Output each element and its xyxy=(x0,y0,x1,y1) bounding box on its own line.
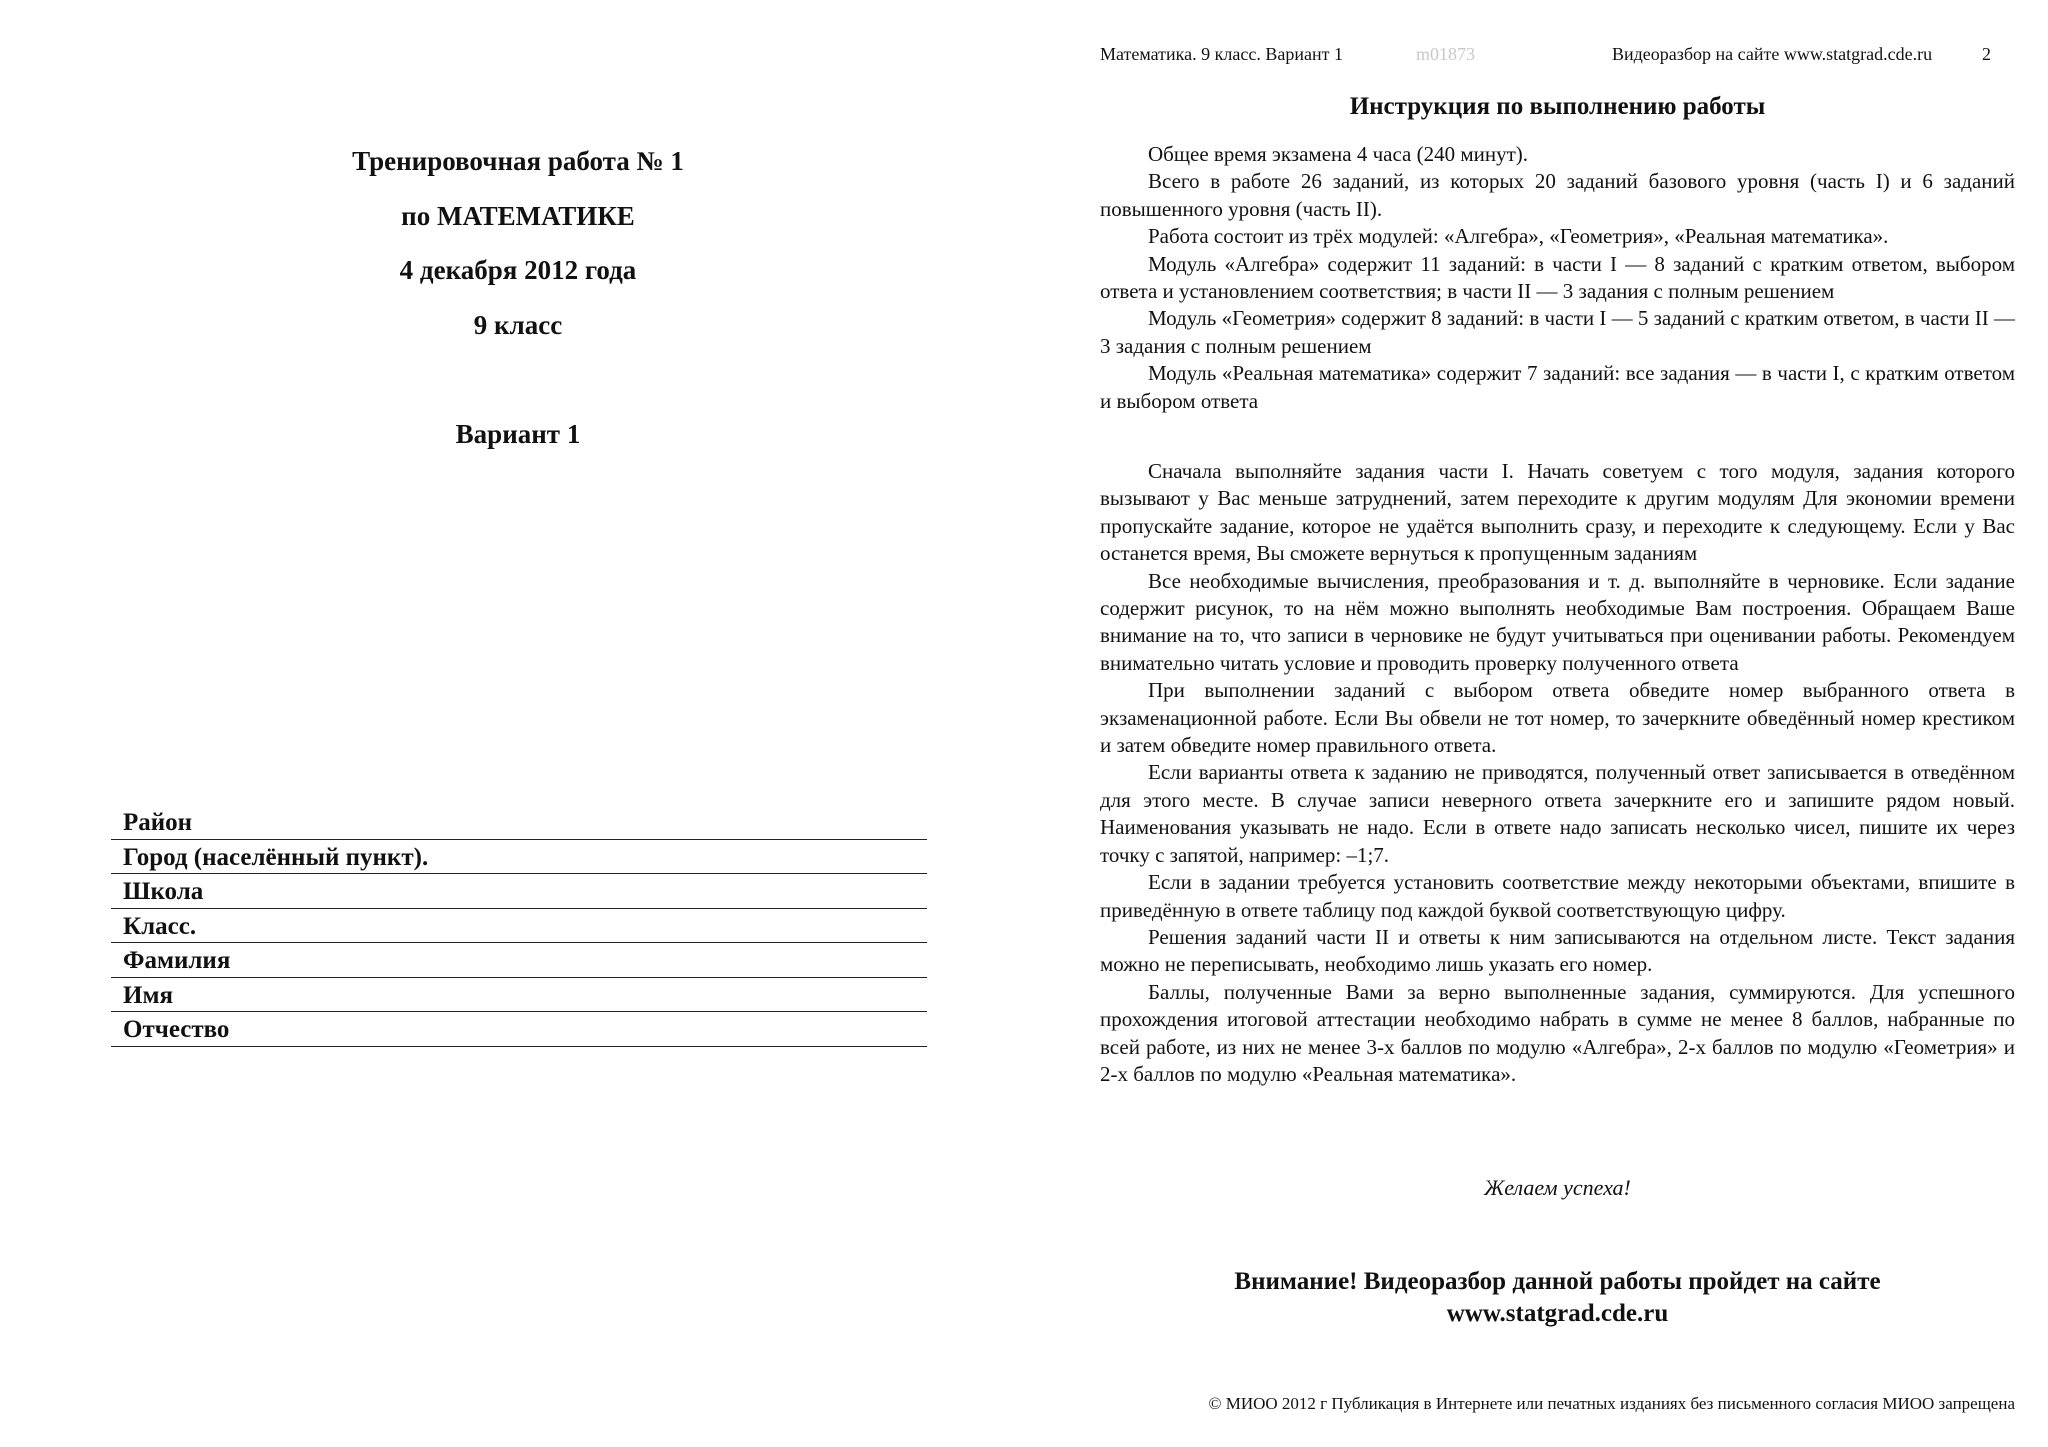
good-luck-wish: Желаем успеха! xyxy=(1484,1175,1631,1200)
copyright-notice: © МИОО 2012 г Публикация в Интернете или печатных изданиях без письменного согласия МИОО запрещена xyxy=(1208,1394,2015,1413)
instructions-title: Инструкция по выполнению работы xyxy=(1349,93,1766,120)
field-school[interactable]: Школа xyxy=(111,874,927,909)
field-city[interactable]: Город (населённый пункт). xyxy=(111,840,927,875)
paragraph: Модуль «Алгебра» содержит 11 заданий: в части I — 8 заданий с кратким ответом, выбором ответа и установлением соответствия; в части II — 3 задания с полным решением xyxy=(1100,251,2015,304)
paragraph: Если варианты ответа к заданию не приводятся, полученный ответ записывается в отведённом для этого месте. В случае записи неверного ответа зачеркните его и запишите рядом новый. Наименования указывать не надо. Если в ответе надо записать несколько чисел, пишите их через точку с запятой, например: –1;7. xyxy=(1100,760,2015,867)
paragraph: Модуль «Геометрия» содержит 8 заданий: в части I — 5 заданий с кратким ответом, в части II — 3 задания с полным решением xyxy=(1100,306,2015,358)
title-line-2: по МАТЕМАТИКЕ xyxy=(401,201,635,231)
attention-notice xyxy=(1100,1266,2015,1330)
instructions-section-1 xyxy=(1100,141,2015,415)
title-line-1: Тренировочная работа № 1 xyxy=(352,146,684,176)
student-info-form xyxy=(111,805,927,1047)
paragraph: Модуль «Реальная математика» содержит 7 заданий: все задания — в части I, с кратким ответом и выбором ответа xyxy=(1100,361,2015,413)
attention-line-1: Внимание! Видеоразбор данной работы пройдет на сайте xyxy=(1234,1268,1881,1295)
title-line-3: 4 декабря 2012 года xyxy=(399,255,637,285)
paragraph: Общее время экзамена 4 часа (240 минут). xyxy=(1148,142,1529,166)
variant-label: Вариант 1 xyxy=(455,419,581,449)
paragraph: Решения заданий части II и ответы к ним записываются на отдельном листе. Текст задания можно не переписывать, необходимо лишь указать его номер. xyxy=(1100,924,2015,977)
paragraph: Все необходимые вычисления, преобразования и т. д. выполняйте в черновике. Если задание содержит рисунок, то на нём можно выполнять необходимые Вам построения. Обращаем Ваше внимание на то, что записи в черновике не будут учитываться при оценивании работы. Рекомендуем внимательно читать условие и проводить проверку полученного ответа xyxy=(1100,568,2015,675)
header-subject: Математика. 9 класс. Вариант 1 xyxy=(1100,44,1343,64)
paragraph: Баллы, полученные Вами за верно выполненные задания, суммируются. Для успешного прохождения итоговой аттестации необходимо набрать в сумме не менее 8 баллов, набранные по всей работе, из них не менее 3-х баллов по модулю «Алгебра», 2-х баллов по модулю «Геометрия» и 2-х баллов по модулю «Реальная математика». xyxy=(1100,979,2015,1086)
paragraph: При выполнении заданий с выбором ответа обведите номер выбранного ответа в экзаменационной работе. Если Вы обвели не тот номер, то зачеркните обведённый номер крестиком и затем обведите номер правильного ответа. xyxy=(1100,678,2015,758)
field-district[interactable]: Район xyxy=(111,805,927,840)
page-number: 2 xyxy=(1982,44,1991,64)
field-surname[interactable]: Фамилия xyxy=(111,943,927,978)
instructions-section-2 xyxy=(1100,458,2015,1088)
header-site-link[interactable]: Видеоразбор на сайте www.statgrad.cde.ru xyxy=(1612,44,1933,64)
attention-site-link[interactable]: www.statgrad.cde.ru xyxy=(1446,1300,1669,1327)
paragraph: Работа состоит из трёх модулей: «Алгебра», «Геометрия», «Реальная математика». xyxy=(1148,224,1889,249)
paragraph: Всего в работе 26 заданий, из которых 20 заданий базового уровня (часть I) и 6 заданий повышенного уровня (часть II). xyxy=(1100,169,2015,221)
title-line-4: 9 класс xyxy=(473,310,563,340)
field-class[interactable]: Класс. xyxy=(111,909,927,944)
field-patronymic[interactable]: Отчество xyxy=(111,1012,927,1047)
paragraph: Сначала выполняйте задания части I. Начать советуем с того модуля, задания которого вызывают у Вас меньше затруднений, затем переходите к другим модулям Для экономии времени пропускайте задание, которое не удаётся выполнить сразу, и переходите к следующему. Если у Вас останется время, Вы сможете вернуться к пропущенным заданиям xyxy=(1100,459,2015,566)
paragraph: Если в задании требуется установить соответствие между некоторыми объектами, впишите в приведённую в ответе таблицу под каждой буквой соответствующую цифру. xyxy=(1100,870,2015,922)
header-code: m01873 xyxy=(1416,44,1476,64)
field-name[interactable]: Имя xyxy=(111,978,927,1013)
